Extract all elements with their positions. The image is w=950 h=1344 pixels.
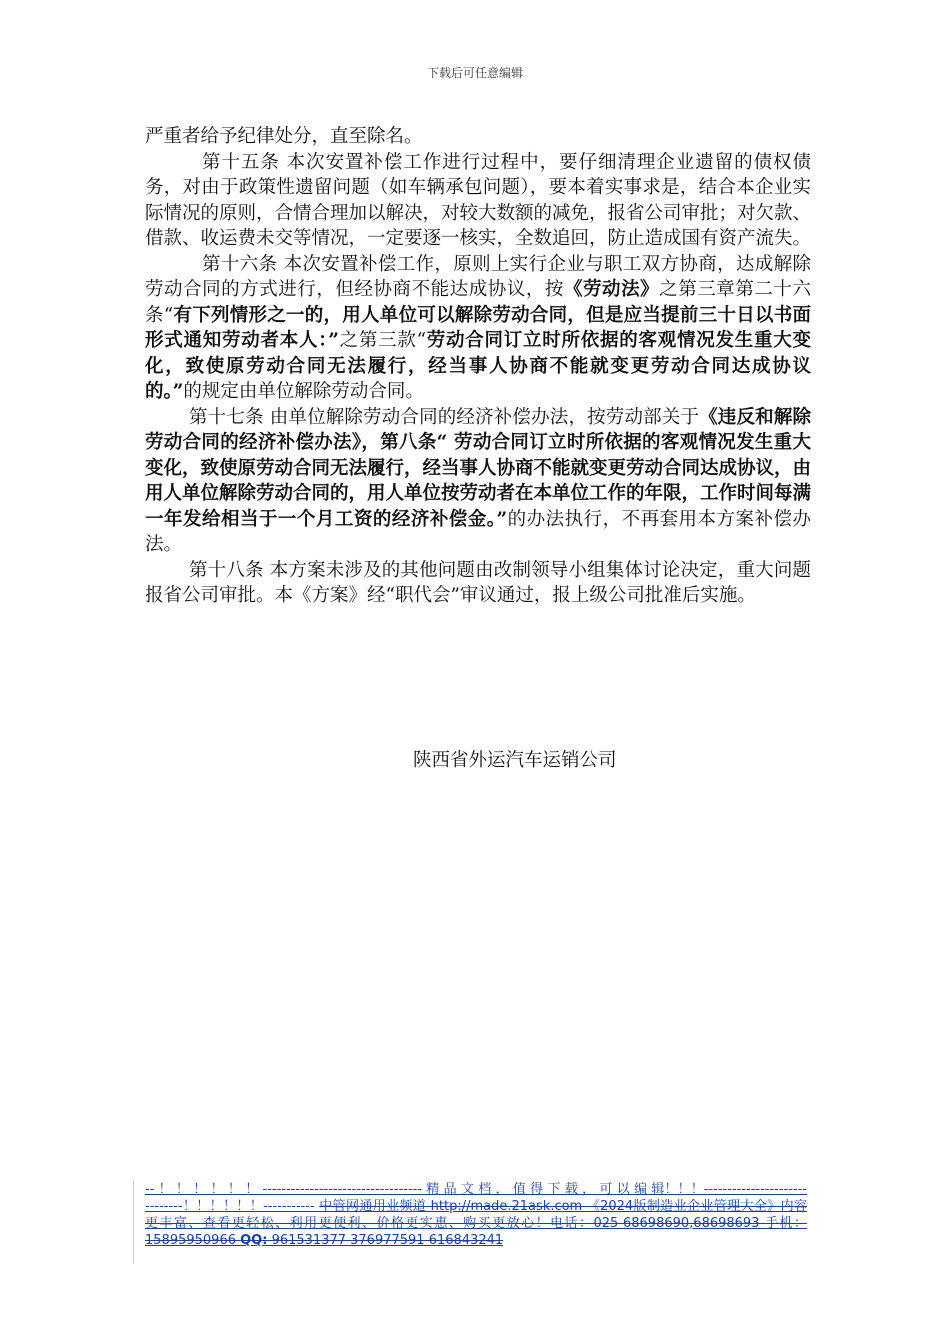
footer-strike-text[interactable]: 中管网通用业频道 http://made.21ask.com 《2024版制造业企业管理大全》内容更丰富、查看更轻松、利用更便利、价格更实惠、购买更放心！电话：025-68698690,68698693 手机：15895950966: [145, 1199, 807, 1248]
article-17: [145, 405, 811, 558]
document-body: [145, 124, 811, 609]
footer-line-a[interactable]: -- ！ ！ ！ ！ ！ ！ ---------------------------------- 精 品 文 档 ， 值 得 下 载 ， 可 以 编 辑！！！------------------------------！！！！！！-----------: [145, 1182, 807, 1214]
article-14-tail: 严重者给予纪律处分，直至除名。: [145, 126, 423, 147]
article-16-bold-1: 《劳动法》: [563, 279, 660, 300]
article-16-text-4: 的规定由单位解除劳动合同。: [183, 381, 424, 402]
article-18: 第十八条 本方案未涉及的其他问题由改制领导小组集体讨论决定，重大问题报省公司审批。本《方案》经“职代会”审议通过，报上级公司批准后实施。: [145, 559, 811, 606]
article-15: 第十五条 本次安置补偿工作进行过程中，要仔细清理企业遗留的债权债务，对由于政策性遗留问题（如车辆承包问题），要本着实事求是，结合本企业实际情况的原则，合情合理加以解决，对较大数额的减免，报省公司审批；对欠款、借款、收运费未交等情况，一定要逐一核实，全数追回，防止造成国有资产流失。: [145, 151, 812, 249]
footer-qq-label: QQ:: [240, 1233, 268, 1248]
article-17-bold-1: 《违反和解除劳动合同的经济补偿办法》，第八条“ 劳动合同订立时所依据的客观情况发生重大变化，致使原劳动合同无法履行，经当事人协商不能就变更劳动合同达成协议，由用人单位解除劳动合同的，用人单位按劳动者在本单位工作的年限，工作时间每满一年发给相当于一个月工资的经济补偿金。”: [145, 406, 812, 530]
article-16-text-2: 之第三章第二十六条“: [145, 279, 811, 326]
article-16: [145, 252, 811, 405]
page-header: 下载后可任意编辑: [426, 66, 523, 80]
article-17-text-1: 第十七条 由单位解除劳动合同的经济补偿办法，按劳动部关于: [189, 406, 700, 428]
article-16-text-3: 之第三款“: [338, 330, 427, 351]
footer-divider: [133, 1180, 134, 1264]
article-16-bold-2: 有下列情形之一的，用人单位可以解除劳动合同，但是应当提前三十日以书面形式通知劳动者本人：”: [145, 304, 811, 351]
footer-qq-numbers: 961531377 376977591 616843241: [267, 1233, 504, 1248]
article-17-text-2: 的办法执行，不再套用本方案补偿办法。: [145, 508, 811, 555]
signature-company: 陕西省外运汽车运销公司: [413, 750, 617, 771]
article-16-bold-3: 劳动合同订立时所依据的客观情况发生重大变化，致使原劳动合同无法履行，经当事人协商不能就变更劳动合同达成协议的。”: [145, 330, 811, 402]
footer-note[interactable]: [145, 1181, 807, 1249]
article-16-text-1: 第十六条 本次安置补偿工作，原则上实行企业与职工双方协商，达成解除劳动合同的方式进行，但经协商不能达成协议，按: [145, 253, 811, 300]
